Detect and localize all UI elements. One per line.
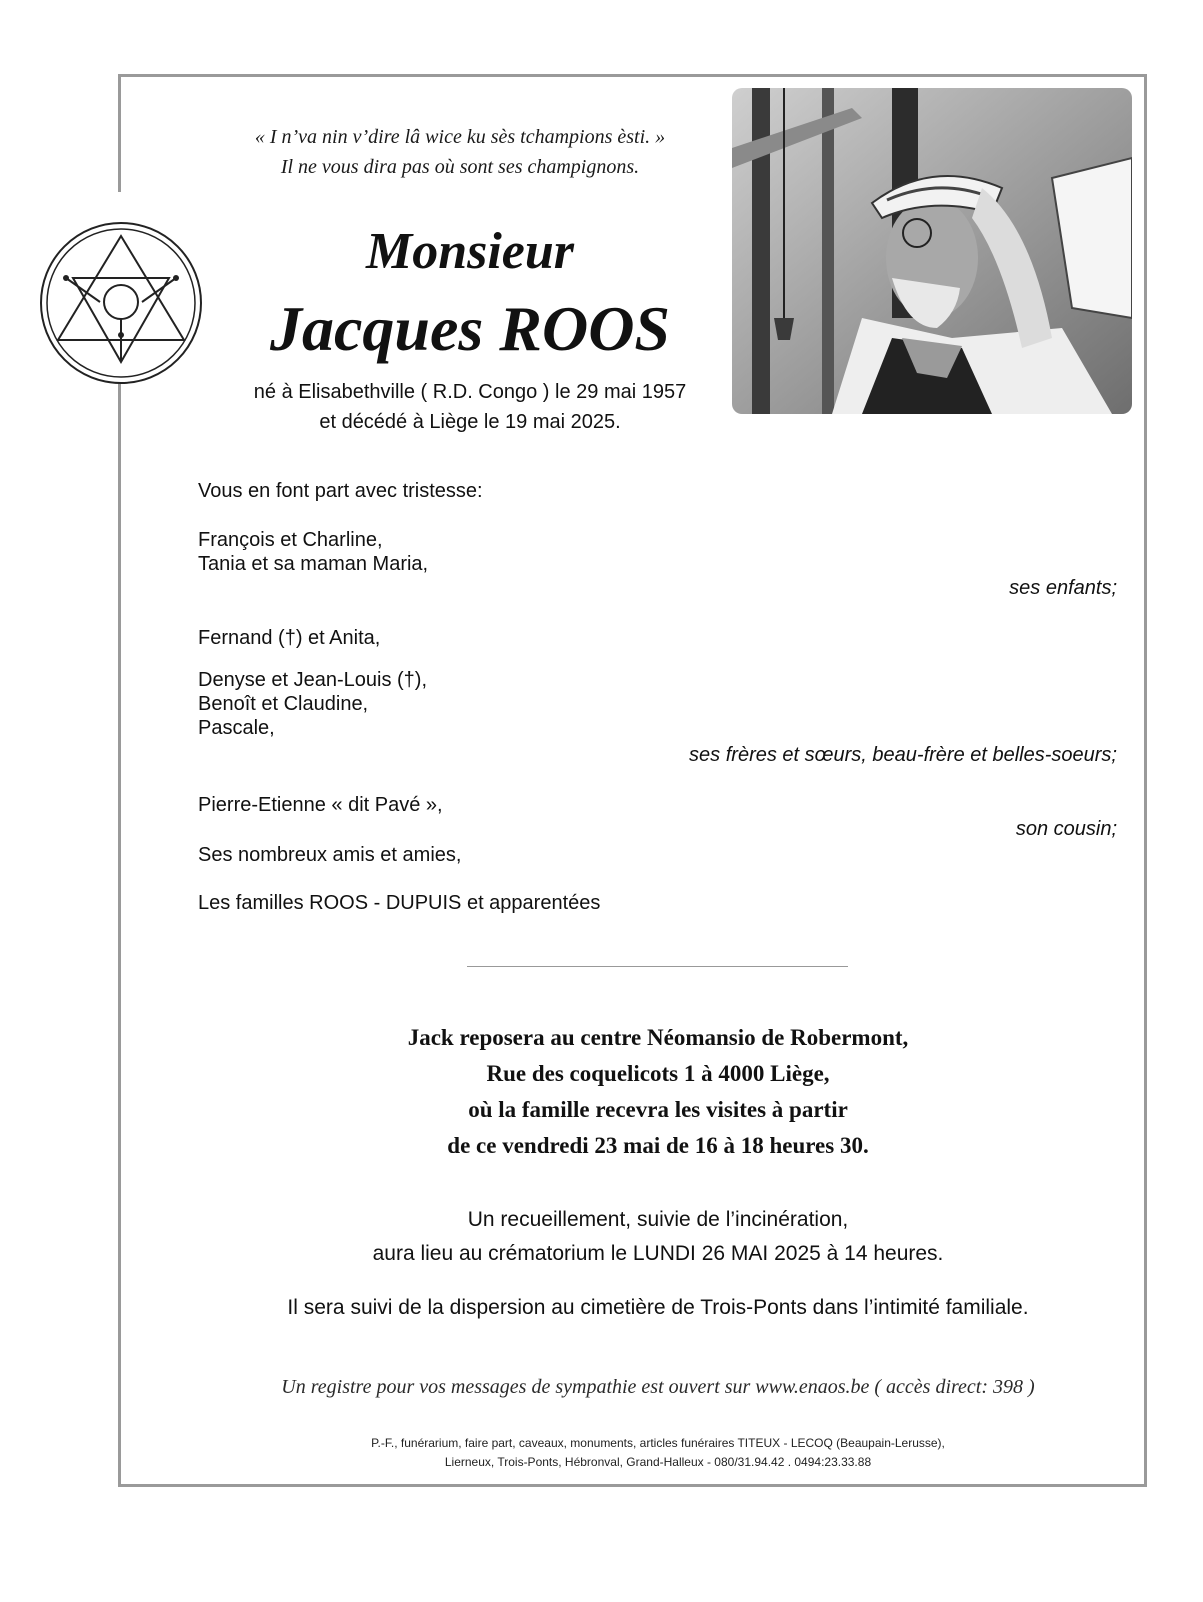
children-relation: ses enfants; (1009, 577, 1117, 599)
dispersion-info: Il sera suivi de la dispersion au cimetière de Trois-Ponts dans l’intimité familiale. (287, 1296, 1029, 1319)
families-line: Les familles ROOS - DUPUIS et apparentées (198, 892, 601, 914)
family-intro: Vous en font part avec tristesse: (198, 480, 483, 502)
sibling-line: Fernand (†) et Anita, (198, 627, 381, 649)
quote-french: Il ne vous dira pas où sont ses champignons. (280, 156, 640, 178)
list-item: Pascale, (198, 717, 275, 739)
ceremony-line: Un recueillement, suivie de l’incinération, (467, 1208, 849, 1231)
visitation-line: de ce vendredi 23 mai de 16 à 18 heures 30. (447, 1133, 869, 1158)
deceased-title: Monsieur (365, 223, 575, 280)
visitation-info (258, 1020, 1058, 1164)
portrait-photo (732, 88, 1132, 414)
visitation-line: où la famille recevra les visites à partir (468, 1097, 848, 1122)
footer-line: P.-F., funérarium, faire part, caveaux, monuments, articles funéraires TITEUX - LECOQ (Beaupain-Lerusse), (371, 1436, 945, 1450)
visitation-line: Rue des coquelicots 1 à 4000 Liège, (486, 1061, 830, 1086)
ceremony-info (258, 1203, 1058, 1271)
birth-death-info (200, 377, 740, 437)
cousin-line: Pierre-Etienne « dit Pavé », (198, 794, 443, 816)
quote-block (180, 122, 740, 182)
list-item: Denyse et Jean-Louis (†), (198, 669, 428, 691)
siblings-list (198, 668, 427, 740)
siblings-relation: ses frères et sœurs, beau-frère et belles-soeurs; (689, 744, 1117, 766)
birth-line: né à Elisabethville ( R.D. Congo ) le 29 mai 1957 (253, 381, 687, 403)
cousin-relation: son cousin; (1015, 818, 1117, 840)
friends-line: Ses nombreux amis et amies, (198, 844, 462, 866)
deceased-name: Jacques ROOS (269, 293, 671, 364)
death-line: et décédé à Liège le 19 mai 2025. (319, 411, 621, 433)
funeral-home-footer (158, 1434, 1158, 1472)
registre-info: Un registre pour vos messages de sympathie est ouvert sur www.enaos.be ( accès direct: 398 ) (281, 1376, 1035, 1398)
list-item: Benoît et Claudine, (198, 693, 369, 715)
footer-line: Lierneux, Trois-Ponts, Hébronval, Grand-Halleux - 080/31.94.42 . 0494:23.33.88 (444, 1455, 872, 1469)
children-list (198, 528, 428, 576)
masonic-symbol-icon (38, 220, 204, 386)
list-item: Tania et sa maman Maria, (198, 553, 429, 575)
divider (467, 966, 848, 967)
quote-walloon: « I n’va nin v’dire lâ wice ku sès tchampions èsti. » (254, 126, 666, 148)
list-item: François et Charline, (198, 529, 383, 551)
ceremony-line: aura lieu au crématorium le LUNDI 26 MAI 2025 à 14 heures. (372, 1242, 944, 1265)
visitation-line: Jack reposera au centre Néomansio de Robermont, (407, 1025, 909, 1050)
